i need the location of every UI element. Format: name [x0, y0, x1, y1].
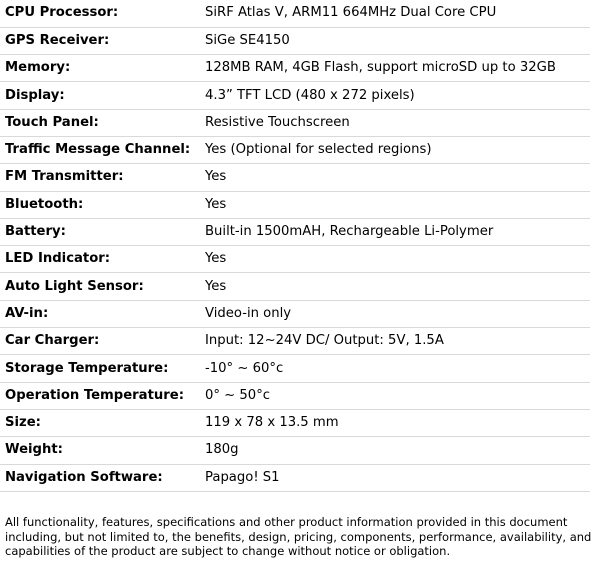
spec-value: Video-in only: [205, 305, 292, 321]
spec-label: Traffic Message Channel:: [5, 142, 191, 158]
spec-row-touch-panel: [0, 109, 590, 136]
spec-label: GPS Receiver:: [5, 32, 110, 48]
spec-row-car-charger: [0, 328, 590, 355]
spec-value: Yes: [205, 278, 227, 294]
spec-value: Built-in 1500mAH, Rechargeable Li-Polymer: [205, 224, 494, 240]
spec-value: 128MB RAM, 4GB Flash, support microSD up to 32GB: [205, 60, 556, 76]
spec-value: 4.3” TFT LCD (480 x 272 pixels): [205, 87, 415, 103]
spec-row-navigation-software: [0, 464, 590, 491]
spec-label: CPU Processor:: [5, 5, 119, 21]
spec-value: 180g: [205, 442, 239, 458]
spec-row-av-in: [0, 300, 590, 327]
spec-label: Auto Light Sensor:: [5, 278, 144, 294]
spec-value: Resistive Touchscreen: [205, 114, 350, 130]
spec-row-auto-light-sensor: [0, 273, 590, 300]
spec-label: AV-in:: [5, 305, 49, 321]
spec-row-led-indicator: [0, 246, 590, 273]
disclaimer-text: All functionality, features, specifications and other product information provided in this document including, but not limited to, the benefits, design, pricing, components, performance, availability, and capabilities of the product are subject to change without notice or obligation.: [5, 515, 592, 558]
spec-row-display: [0, 82, 590, 109]
spec-row-size: [0, 409, 590, 436]
spec-label: Touch Panel:: [5, 114, 99, 130]
spec-row-storage-temperature: [0, 355, 590, 382]
spec-value: Input: 12~24V DC/ Output: 5V, 1.5A: [205, 333, 444, 349]
spec-value: Yes: [205, 196, 227, 212]
spec-label: Car Charger:: [5, 333, 100, 349]
spec-label: Size:: [5, 415, 41, 431]
spec-label: Storage Temperature:: [5, 360, 169, 376]
spec-row-operation-temperature: [0, 382, 590, 409]
spec-label: Weight:: [5, 442, 63, 458]
spec-row-battery: [0, 218, 590, 245]
spec-value: 119 x 78 x 13.5 mm: [205, 415, 339, 431]
spec-row-bluetooth: [0, 191, 590, 218]
spec-label: Memory:: [5, 60, 71, 76]
spec-value: Yes: [205, 169, 227, 185]
spec-row-traffic-message-channel: [0, 136, 590, 163]
spec-label: Navigation Software:: [5, 469, 163, 485]
spec-label: Battery:: [5, 224, 66, 240]
spec-value: Papago! S1: [205, 469, 280, 485]
spec-value: Yes: [205, 251, 227, 267]
spec-label: FM Transmitter:: [5, 169, 124, 185]
spec-value: SiRF Atlas V, ARM11 664MHz Dual Core CPU: [205, 5, 497, 21]
spec-value: SiGe SE4150: [205, 32, 290, 48]
spec-row-cpu-processor: [0, 0, 590, 27]
spec-row-weight: [0, 437, 590, 464]
spec-row-memory: [0, 55, 590, 82]
spec-value: -10° ~ 60°c: [205, 360, 284, 376]
spec-value: Yes (Optional for selected regions): [205, 142, 432, 158]
spec-row-fm-transmitter: [0, 164, 590, 191]
spec-value: 0° ~ 50°c: [205, 387, 271, 403]
spec-row-gps-receiver: [0, 27, 590, 54]
spec-label: Operation Temperature:: [5, 387, 184, 403]
spec-label: Bluetooth:: [5, 196, 84, 212]
spec-label: LED Indicator:: [5, 251, 111, 267]
spec-label: Display:: [5, 87, 65, 103]
